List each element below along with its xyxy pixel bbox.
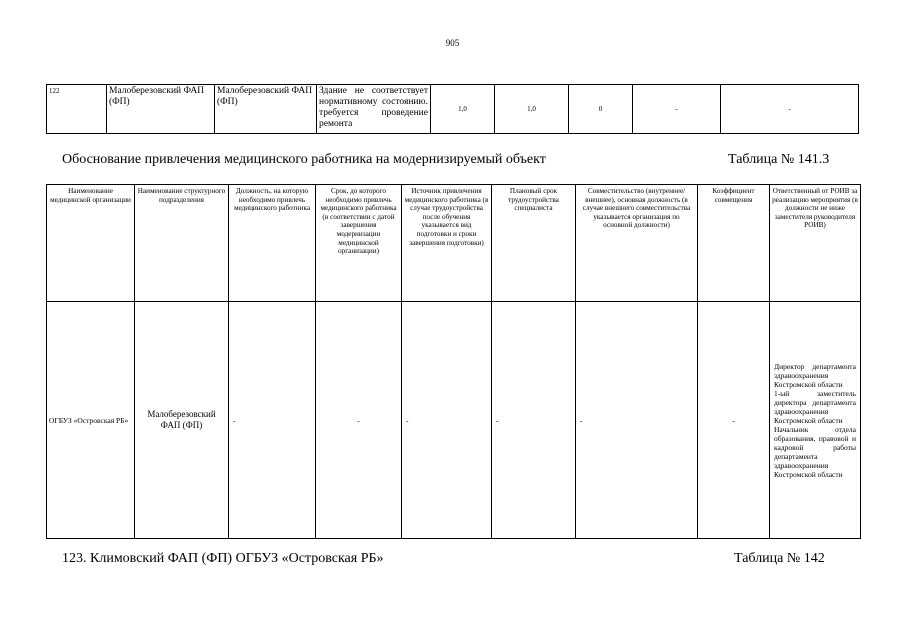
header-cell: Наименование структурного подразделения (135, 185, 229, 302)
header-cell: Ответственный от РОИВ за реализацию мероприятия (в должности не ниже заместителя руководителя РОИВ) (770, 185, 861, 302)
header-cell: Срок, до которого необходимо привлечь медицинского работника (в соответствии с датой завершения модернизации медицинской организации) (316, 185, 402, 302)
table-label: Таблица № 142 (734, 551, 825, 566)
header-cell: Коэффициент совмещения (698, 185, 770, 302)
header-cell: Источник привлечения медицинского работника (в случае трудоустройства после обучения указывается вид подготовки и сроки завершения подготовки) (402, 185, 492, 302)
value-cell: 1,0 (431, 85, 495, 134)
official-title: Директор департамента здравоохранения Костромской области (774, 361, 856, 389)
header-cell: Совместительство (внутреннее/внешнее), основная должность (в случае внешнего совместительства указывается организация по основной должности) (576, 185, 698, 302)
section-title: 123. Климовский ФАП (ФП) ОГБУЗ «Островская РБ» (62, 551, 384, 566)
position-cell: - (229, 302, 316, 539)
header-row (47, 185, 861, 302)
org-cell: Малоберезовский ФАП (ФП) (107, 85, 215, 134)
header-cell: Плановый срок трудоустройства специалиста (492, 185, 576, 302)
header-cell: Должность, на которую необходимо привлечь медицинского работника (229, 185, 316, 302)
previous-table-row (46, 84, 859, 134)
value-cell: - (721, 85, 859, 134)
table-title: Обоснование привлечения медицинского работника на модернизируемый объект (62, 152, 546, 167)
combination-cell: - (576, 302, 698, 539)
unit-cell: Малоберезовский ФАП (ФП) (135, 302, 229, 539)
value-cell: 1,0 (495, 85, 569, 134)
unit-cell: Малоберезовский ФАП (ФП) (215, 85, 317, 134)
table-row (47, 302, 861, 539)
official-title: 1-ый заместитель директора департамента здравоохранения Костромской области (774, 388, 856, 425)
planned-date-cell: - (492, 302, 576, 539)
row-number: 122 (47, 85, 107, 134)
responsible-officials-cell (770, 302, 861, 539)
value-cell: - (633, 85, 721, 134)
header-cell: Наименование медицинской организации (47, 185, 135, 302)
official-title: Начальник отдела образования, правовой и кадровой работы департамента здравоохранения Костромской области (774, 424, 856, 479)
coefficient-cell: - (698, 302, 770, 539)
justification-table (46, 184, 861, 539)
deadline-cell: - (316, 302, 402, 539)
source-cell: - (402, 302, 492, 539)
table-label: Таблица № 141.3 (728, 152, 830, 167)
condition-cell: Здание не соответствует нормативному состоянию. требуется проведение ремонта (317, 85, 431, 134)
value-cell: 0 (569, 85, 633, 134)
org-cell: ОГБУЗ «Островская РБ» (47, 302, 135, 539)
page-number: 905 (445, 38, 460, 48)
